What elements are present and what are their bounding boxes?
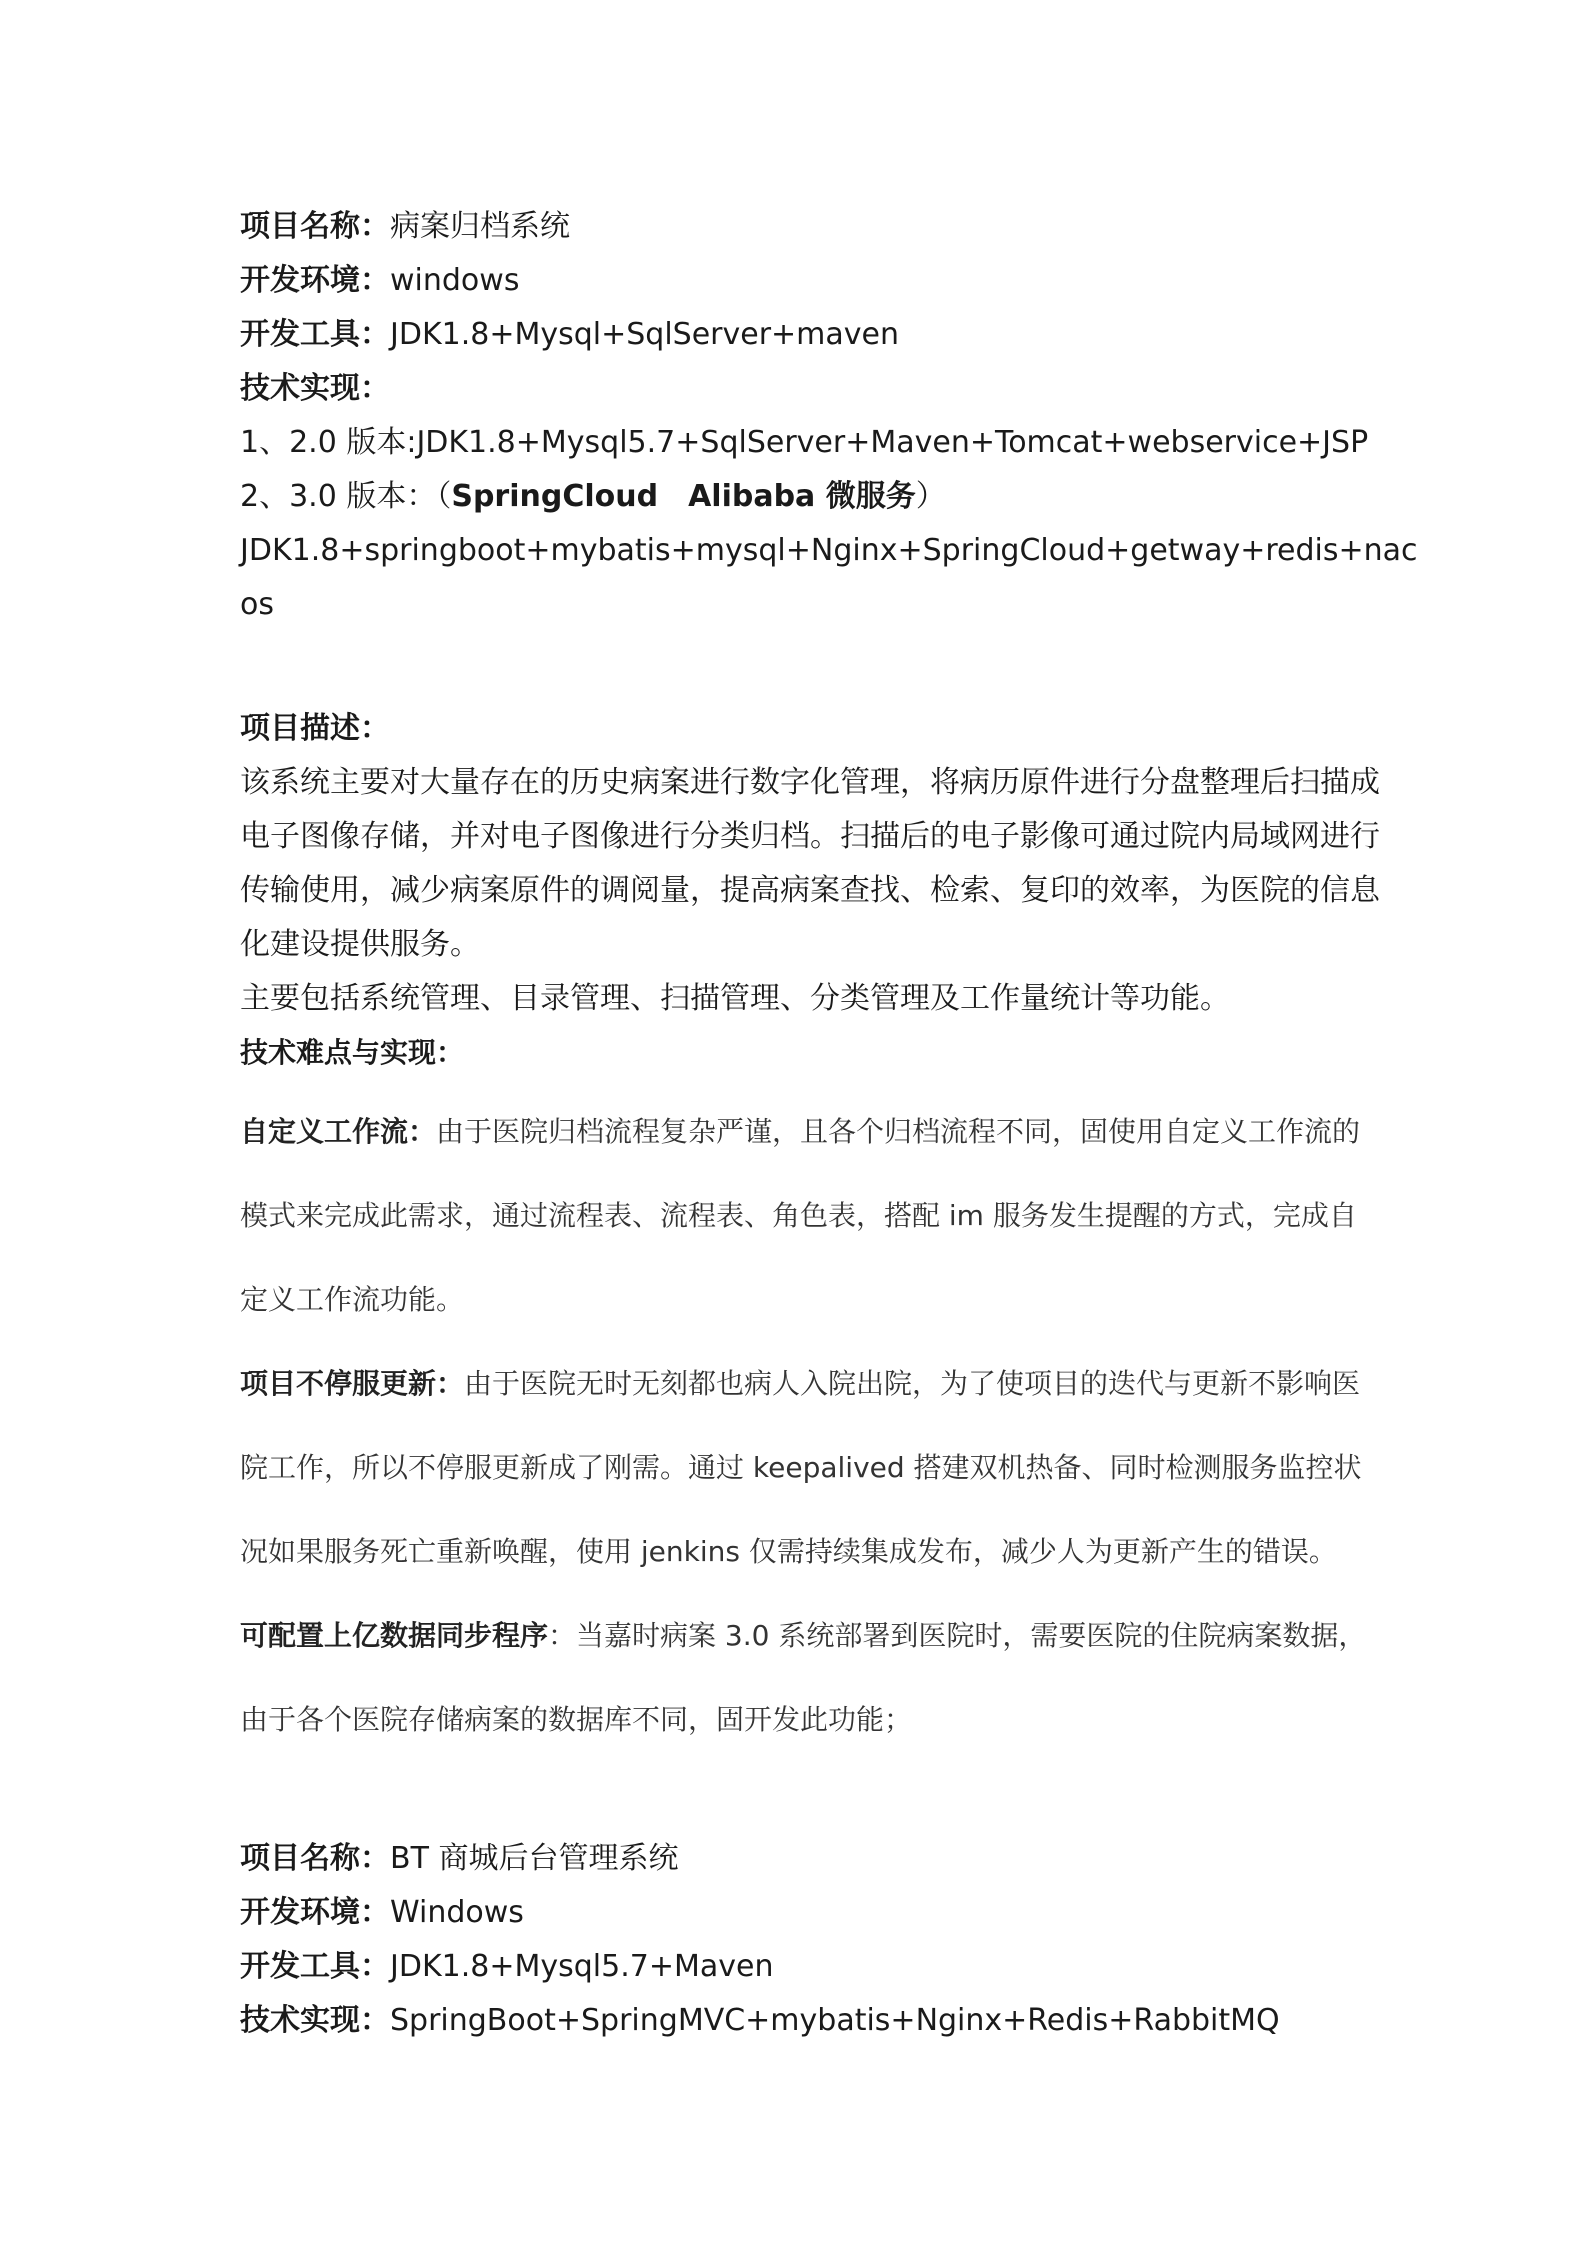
project2-name: BT 商城后台管理系统 (390, 1841, 679, 1876)
project1-tools: JDK1.8+Mysql+SqlServer+maven (390, 317, 900, 352)
project1-difficulty-label: 技术难点与实现： (240, 1036, 465, 1069)
project1-tools-label: 开发工具： (240, 317, 390, 352)
project1-description (240, 756, 1380, 1026)
diff1-line: 模式来完成此需求，通过流程表、流程表、角色表，搭配 im 服务发生提醒的方式，完成自 (240, 1199, 1357, 1232)
diff3-text: ：当嘉时病案 3.0 系统部署到医院时，需要医院的住院病案数据， (548, 1619, 1367, 1652)
project1-name-row (240, 200, 1360, 254)
desc-line: 该系统主要对大量存在的历史病案进行数字化管理，将病历原件进行分盘整理后扫描成 (240, 765, 1380, 800)
project2-tech-label: 技术实现： (240, 2003, 390, 2038)
project1-tools-row (240, 308, 1360, 362)
project2-name-row (240, 1832, 1360, 1886)
diff2-line (240, 1342, 1360, 1426)
project2-env: Windows (390, 1895, 524, 1930)
project1-desc-label-row (240, 702, 1360, 756)
diff3-line: 由于各个医院存储病案的数据库不同，固开发此功能； (240, 1703, 913, 1736)
project1-name: 病案归档系统 (390, 209, 570, 244)
project1-tech-v3-line1: JDK1.8+springboot+mybatis+mysql+Nginx+SpringCloud+getway+redis+nac (240, 533, 1418, 568)
project1-tech-v3-row (240, 470, 1360, 524)
project1-env-label: 开发环境： (240, 263, 390, 298)
desc-line: 主要包括系统管理、目录管理、扫描管理、分类管理及工作量统计等功能。 (240, 981, 1230, 1016)
diff3-line (240, 1594, 1367, 1678)
project1-tech-v2: 1、2.0 版本:JDK1.8+Mysql5.7+SqlServer+Maven+Tomcat+webservice+JSP (240, 425, 1369, 460)
project1-env: windows (390, 263, 520, 298)
project1-tech-v3-line2: os (240, 587, 274, 622)
project1-difficulties (240, 1090, 1367, 1762)
diff1-line (240, 1090, 1360, 1174)
project1-env-row (240, 254, 1360, 308)
project1-difficulty-label-row (240, 1026, 1360, 1080)
diff2-label: 项目不停服更新： (240, 1367, 465, 1400)
project1-tech-v3-bold: SpringCloud Alibaba 微服务 (451, 479, 916, 514)
project1-tech-label-row (240, 362, 1360, 416)
project2-name-label: 项目名称： (240, 1841, 390, 1876)
desc-line: 化建设提供服务。 (240, 927, 480, 962)
diff1-text: 由于医院归档流程复杂严谨，且各个归档流程不同，固使用自定义工作流的 (436, 1115, 1361, 1148)
project1-tech-v3-suffix: ） (915, 479, 946, 514)
project2-tools: JDK1.8+Mysql5.7+Maven (390, 1949, 774, 1984)
project1-name-label: 项目名称： (240, 209, 390, 244)
project2-env-row (240, 1886, 1360, 1940)
project2-tech: SpringBoot+SpringMVC+mybatis+Nginx+Redis+RabbitMQ (390, 2003, 1280, 2038)
diff3-label: 可配置上亿数据同步程序 (240, 1619, 549, 1652)
project2-tech-row (240, 1994, 1360, 2048)
diff2-line: 况如果服务死亡重新唤醒，使用 jenkins 仅需持续集成发布，减少人为更新产生的错误。 (240, 1535, 1337, 1568)
resume-page (240, 200, 1418, 2048)
project2-env-label: 开发环境： (240, 1895, 390, 1930)
project2-tools-row (240, 1940, 1360, 1994)
diff1-line: 定义工作流功能。 (240, 1283, 465, 1316)
diff1-label: 自定义工作流： (240, 1115, 437, 1148)
project1-tech-v3-prefix: 2、3.0 版本：（ (240, 479, 452, 514)
desc-line: 传输使用，减少病案原件的调阅量，提高病案查找、检索、复印的效率，为医院的信息 (240, 873, 1380, 908)
project1-desc-label: 项目描述： (240, 711, 390, 746)
project1-tech-label: 技术实现： (240, 371, 390, 406)
diff2-text: 由于医院无时无刻都也病人入院出院，为了使项目的迭代与更新不影响医 (464, 1367, 1361, 1400)
desc-line: 电子图像存储，并对电子图像进行分类归档。扫描后的电子影像可通过院内局域网进行 (240, 819, 1380, 854)
diff2-line: 院工作，所以不停服更新成了刚需。通过 keepalived 搭建双机热备、同时检测服务监控状 (240, 1451, 1362, 1484)
project2-tools-label: 开发工具： (240, 1949, 390, 1984)
